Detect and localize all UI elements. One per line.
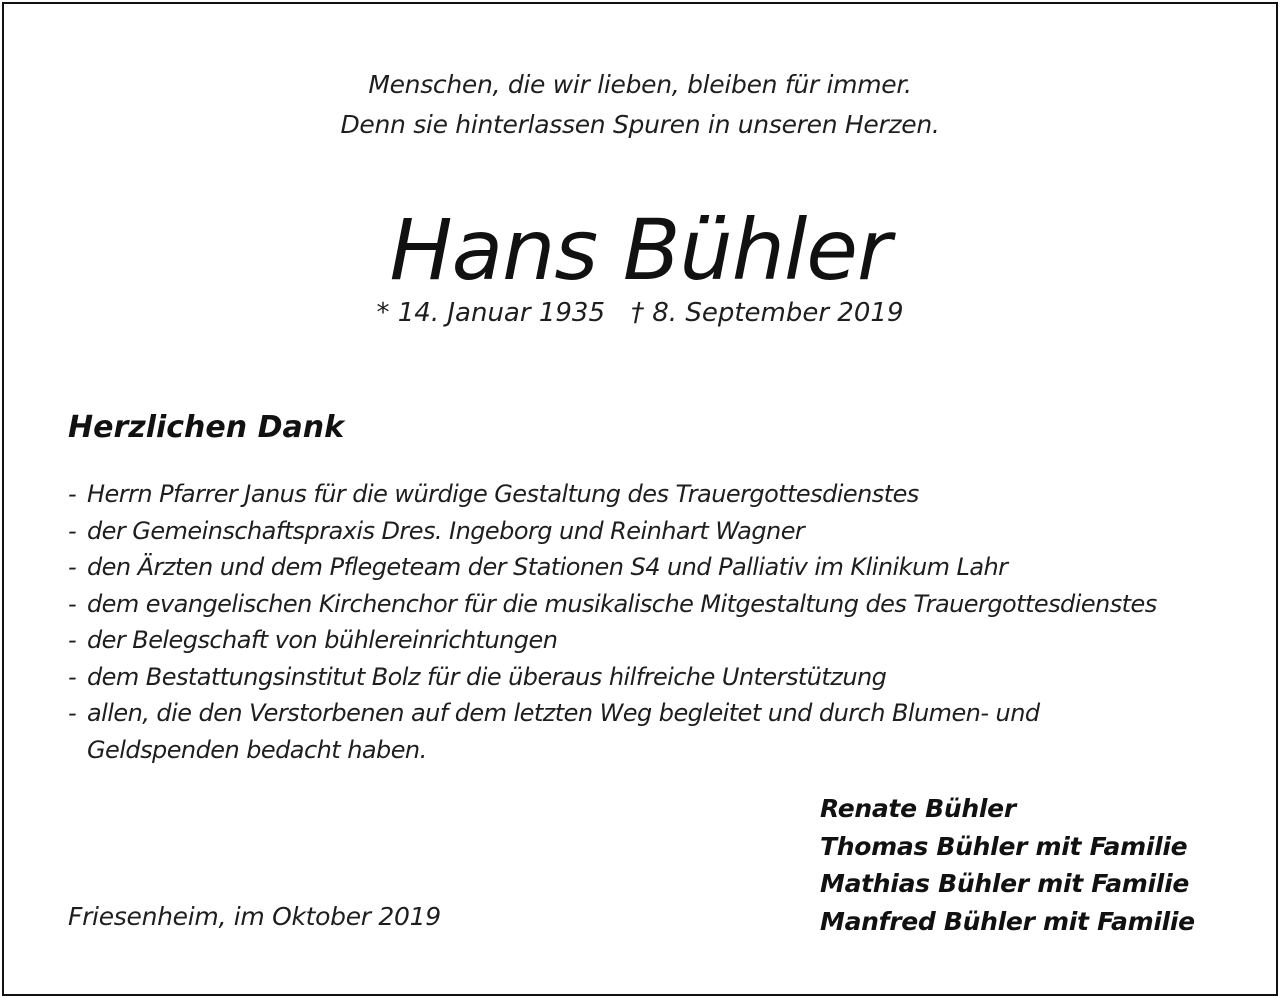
signature-name: Renate Bühler xyxy=(820,794,1016,823)
death-date: † 8. September 2019 xyxy=(631,298,904,328)
signature-name: Manfred Bühler mit Familie xyxy=(820,906,1195,936)
thanks-item-text: den Ärzten und dem Pflegeteam der Stationen S4 und Palliativ im Klinikum Lahr xyxy=(87,553,1008,581)
thanks-item xyxy=(68,549,1228,586)
thanks-item xyxy=(68,695,1228,768)
thanks-item-text: dem evangelischen Kirchenchor für die musikalische Mitgestaltung des Trauergottesdienstes xyxy=(87,589,1157,618)
thanks-list xyxy=(68,476,1228,768)
place-and-date: Friesenheim, im Oktober 2019 xyxy=(68,902,441,931)
motto-line-2: Denn sie hinterlassen Spuren in unseren Herzen. xyxy=(340,110,940,139)
thanks-item xyxy=(68,476,1228,513)
signatures xyxy=(820,790,1195,940)
thanks-item xyxy=(68,586,1228,623)
thanks-item-continuation: Geldspenden bedacht haben. xyxy=(87,735,427,764)
obituary-notice xyxy=(2,2,1278,996)
thanks-item-text: der Gemeinschaftspraxis Dres. Ingeborg und Reinhart Wagner xyxy=(87,516,805,545)
thanks-item-text: dem Bestattungsinstitut Bolz für die überaus hilfreiche Unterstützung xyxy=(87,662,887,691)
thanks-heading: Herzlichen Dank xyxy=(68,410,345,445)
thanks-item-text: der Belegschaft von bühlereinrichtungen xyxy=(87,626,558,654)
birth-date: * 14. Januar 1935 xyxy=(376,298,605,328)
signature-name: Mathias Bühler mit Familie xyxy=(820,869,1189,898)
thanks-item xyxy=(68,513,1228,550)
thanks-item xyxy=(68,659,1228,696)
signature-name: Thomas Bühler mit Familie xyxy=(820,831,1188,861)
deceased-name: Hans Bühler xyxy=(389,201,891,299)
thanks-item xyxy=(68,622,1228,659)
life-dates xyxy=(4,298,1276,328)
motto-line-1: Menschen, die wir lieben, bleiben für immer. xyxy=(368,70,912,99)
thanks-item-text: Herrn Pfarrer Janus für die würdige Gestaltung des Trauergottesdienstes xyxy=(87,480,919,508)
thanks-item-text: allen, die den Verstorbenen auf dem letzten Weg begleitet und durch Blumen- und xyxy=(87,699,1040,727)
